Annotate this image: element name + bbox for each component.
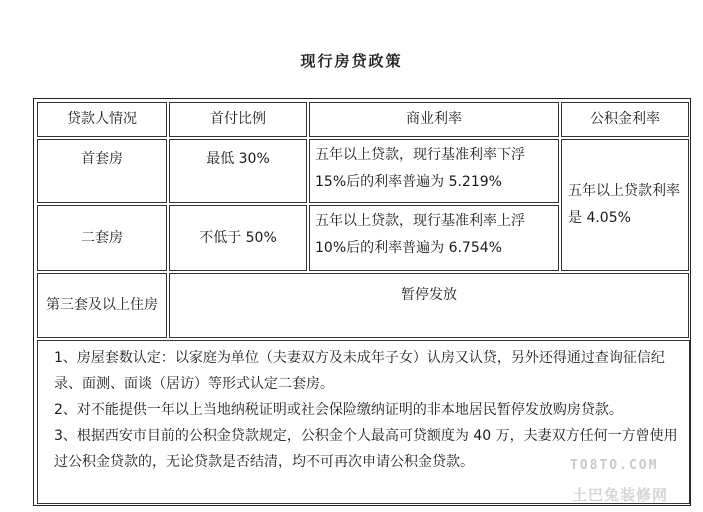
row-first-home-type: 首套房	[37, 139, 167, 203]
note-non-local: 2、对不能提供一年以上当地纳税证明或社会保险缴纳证明的非本地居民暂停发放购房贷款。	[54, 402, 623, 418]
watermark-domain: TO8TO.COM	[570, 458, 659, 473]
note-provident-fund: 3、根据西安市目前的公积金贷款规定，公积金个人最高可贷额度为 40 万，夫妻双方任何一方曾使用过公积金贷款的，无论贷款是否结清，均不可再次申请公积金贷款。	[54, 428, 678, 470]
watermark-brand: 土巴兔装修网	[572, 486, 669, 504]
row-second-home-commercial-rate: 五年以上贷款，现行基准利率上浮10%后的利率普遍为 6.754%	[309, 205, 559, 271]
header-provident-rate: 公积金利率	[561, 102, 689, 137]
provident-fund-rate-cell	[561, 139, 689, 271]
row-third-home-type: 第三套及以上住房	[37, 273, 167, 338]
header-borrower: 贷款人情况	[37, 102, 167, 137]
row-second-home-type: 二套房	[37, 205, 167, 271]
header-commercial-rate: 商业利率	[309, 102, 559, 137]
row-third-home-policy: 暂停发放	[169, 273, 689, 338]
header-down-payment: 首付比例	[169, 102, 307, 137]
page-title: 现行房贷政策	[300, 52, 403, 70]
provident-fund-rate: 五年以上贷款利率是 4.05%	[568, 183, 680, 226]
row-first-home-down-payment: 最低 30%	[169, 139, 307, 203]
row-first-home-commercial-rate: 五年以上贷款，现行基准利率下浮15%后的利率普遍为 5.219%	[309, 139, 559, 203]
row-second-home-down-payment: 不低于 50%	[169, 205, 307, 271]
note-house-count: 1、房屋套数认定：以家庭为单位（夫妻双方及未成年子女）认房又认贷，另外还得通过查询征信纪录、面测、面谈（居访）等形式认定二套房。	[54, 350, 665, 392]
policy-notes	[37, 340, 690, 504]
